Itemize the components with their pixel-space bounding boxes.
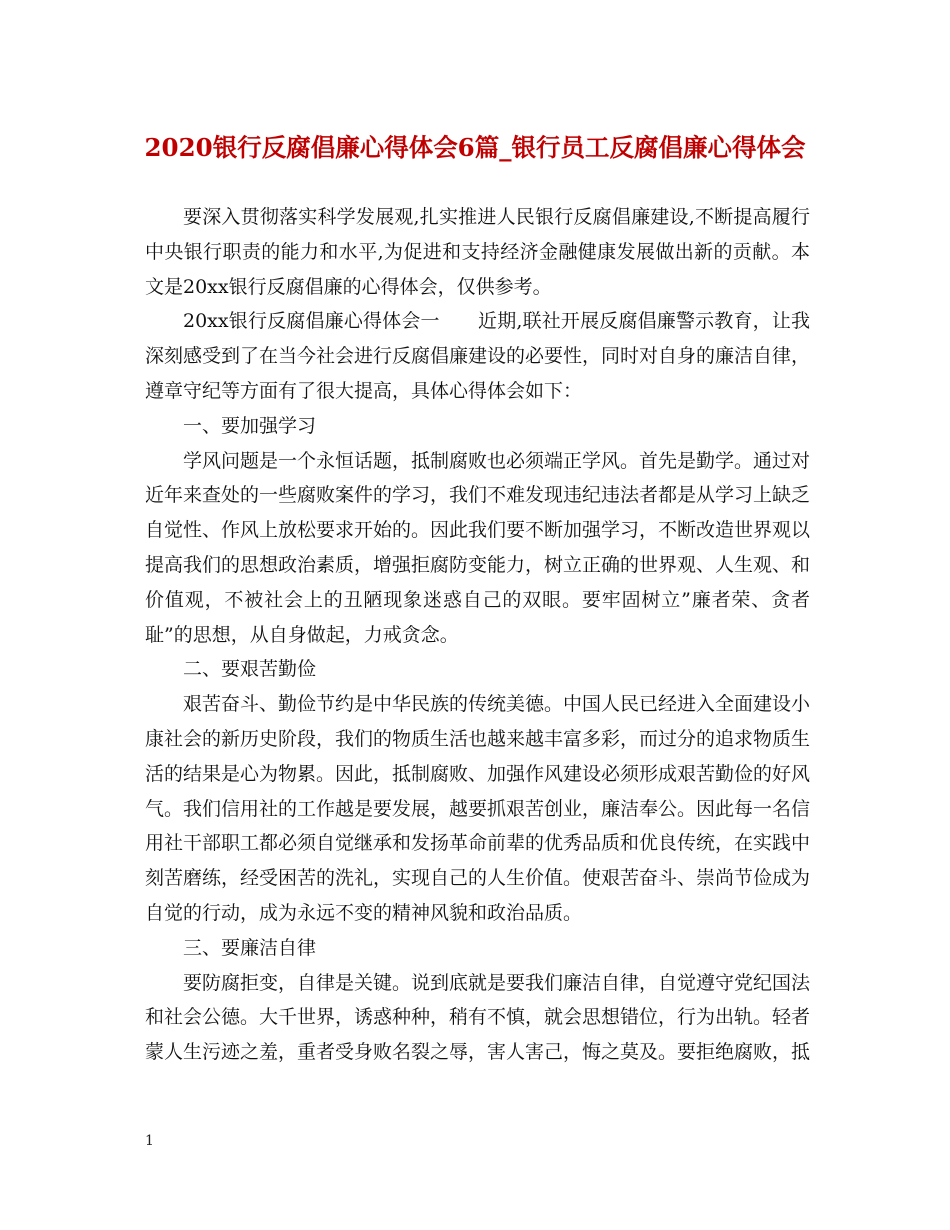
document-title: 2020银行反腐倡廉心得体会6篇_银行员工反腐倡廉心得体会 xyxy=(144,133,806,162)
paragraph-intro: 要深入贯彻落实科学发展观,扎实推进人民银行反腐倡廉建设,不断提高履行中央银行职责的能力和水平,为促进和支持经济金融健康发展做出新的贡献。本文是20xx银行反腐倡廉的心得体会，仅供参考。 xyxy=(145,206,810,298)
paragraph-study: 学风问题是一个永恒话题，抵制腐败也必须端正学风。首先是勤学。通过对近年来查处的一些腐败案件的学习，我们不难发现违纪违法者都是从学习上缺乏自觉性、作风上放松要求开始的。因此我们要不断加强学习，不断改造世界观以提高我们的思想政治素质，增强拒腐防变能力，树立正确的世界观、人生观、和价值观，不被社会上的丑陋现象迷惑自己的双眼。要牢固树立”廉者荣、贪者耻”的思想，从自身做起，力戒贪念。 xyxy=(145,449,811,646)
page-number: 1 xyxy=(145,1133,154,1149)
paragraph-article-one-intro: 20xx银行反腐倡廉心得体会一 近期,联社开展反腐倡廉警示教育，让我深刻感受到了在当今社会进行反腐倡廉建设的必要性，同时对自身的廉洁自律，遵章守纪等方面有了很大提高，具体心得体会如下： xyxy=(145,310,811,402)
document-body xyxy=(145,200,810,1070)
section-heading-self-discipline: 三、要廉洁自律 xyxy=(183,936,317,959)
paragraph-self-discipline: 要防腐拒变，自律是关键。说到底就是要我们廉洁自律，自觉遵守党纪国法和社会公德。大千世界，诱惑种种，稍有不慎，就会思想错位，行为出轨。轻者蒙人生污迹之羞，重者受身败名裂之辱，害人害己，悔之莫及。要拒绝腐败，抵 xyxy=(145,971,811,1064)
section-heading-study: 一、要加强学习 xyxy=(183,414,317,437)
paragraph-frugality: 艰苦奋斗、勤俭节约是中华民族的传统美德。中国人民已经进入全面建设小康社会的新历史阶段，我们的物质生活也越来越丰富多彩，而过分的追求物质生活的结果是心为物累。因此，抵制腐败、加强作风建设必须形成艰苦勤俭的好风气。我们信用社的工作越是要发展，越要抓艰苦创业，廉洁奉公。因此每一名信用社干部职工都必须自觉继承和发扬革命前辈的优秀品质和优良传统，在实践中刻苦磨练，经受困苦的洗礼，实现自己的人生价值。使艰苦奋斗、崇尚节俭成为自觉的行动，成为永远不变的精神风貌和政治品质。 xyxy=(145,693,811,924)
section-heading-frugality: 二、要艰苦勤俭 xyxy=(183,658,317,681)
